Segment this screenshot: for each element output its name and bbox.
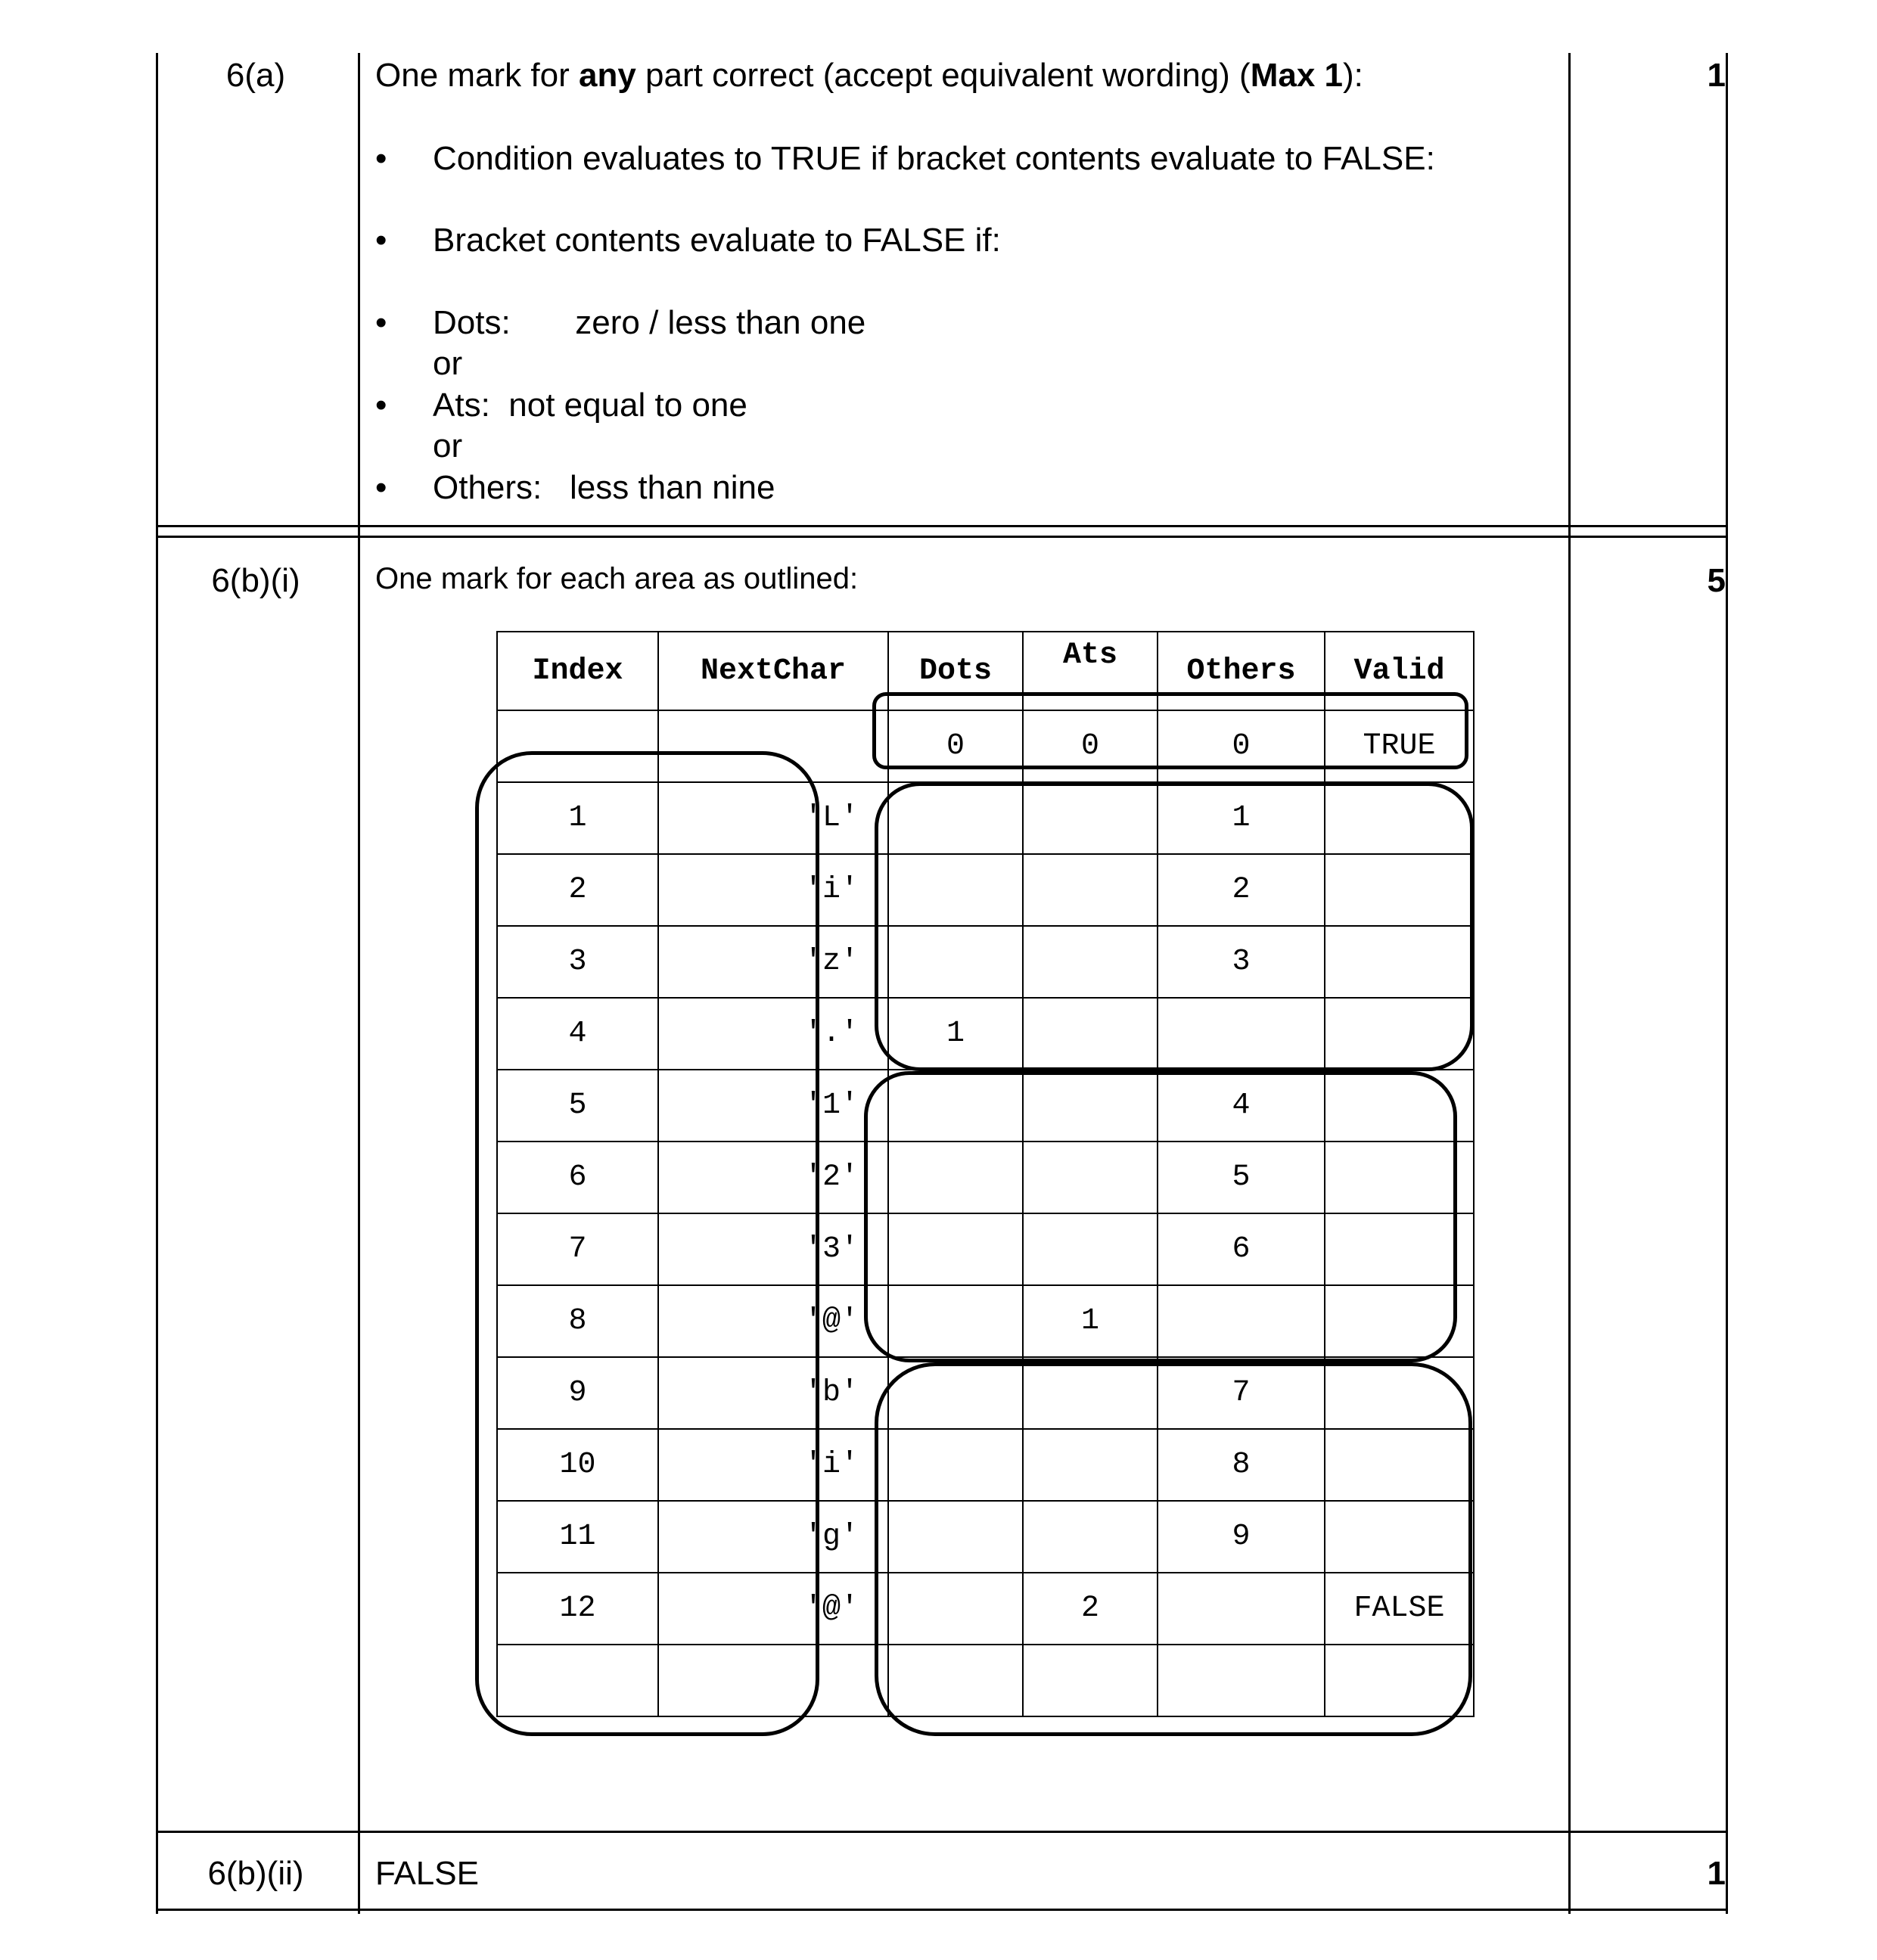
cell-valid (1325, 1285, 1474, 1357)
cell-ats (1023, 1357, 1158, 1429)
cell-others (1158, 1285, 1325, 1357)
cell-others: 6 (1158, 1213, 1325, 1285)
mark-scheme-intro (375, 57, 1363, 95)
table-row (497, 1357, 1474, 1429)
cell-ats (1023, 854, 1158, 926)
or-connector: or (433, 345, 463, 382)
cell-index: 7 (497, 1213, 658, 1285)
cell-valid (1325, 1357, 1474, 1429)
cell-ats (1023, 1429, 1158, 1501)
table-border-left (156, 53, 158, 1914)
cell-dots (888, 926, 1023, 998)
question-label-6a: 6(a) (225, 57, 286, 94)
trace-table (496, 631, 1475, 1717)
header-ats: Ats (1023, 632, 1158, 710)
cell-others: 2 (1158, 854, 1325, 926)
bullet-ats: Ats: not equal to one (433, 387, 747, 424)
cell-valid (1325, 1142, 1474, 1213)
cell-others: 9 (1158, 1501, 1325, 1573)
cell-nextchar: 'i' (658, 854, 888, 926)
bullet-bracket-contents: Bracket contents evaluate to FALSE if: (433, 222, 1001, 259)
cell-dots (888, 1213, 1023, 1285)
cell-others: 0 (1158, 710, 1325, 782)
table-row (497, 710, 1474, 782)
cell-nextchar: 'g' (658, 1501, 888, 1573)
cell-others (1158, 1573, 1325, 1645)
cell-valid (1325, 1070, 1474, 1142)
cell-nextchar: '3' (658, 1213, 888, 1285)
question-label-6bii: 6(b)(ii) (207, 1855, 304, 1892)
cell-dots (888, 1573, 1023, 1645)
trace-table-header-row (497, 632, 1474, 710)
intro-bold-any: any (578, 57, 636, 94)
cell-index (497, 1645, 658, 1716)
cell-ats (1023, 1501, 1158, 1573)
cell-ats (1023, 926, 1158, 998)
cell-valid (1325, 1501, 1474, 1573)
cell-nextchar: '@' (658, 1285, 888, 1357)
cell-others (1158, 998, 1325, 1070)
trace-table-intro: One mark for each area as outlined: (375, 562, 859, 595)
table-row (497, 1645, 1474, 1716)
bullet-dot: • (375, 387, 387, 424)
cell-index: 3 (497, 926, 658, 998)
cell-nextchar: 'L' (658, 782, 888, 854)
cell-others: 7 (1158, 1357, 1325, 1429)
table-row (497, 1501, 1474, 1573)
cell-dots (888, 1645, 1023, 1716)
header-valid: Valid (1325, 632, 1474, 710)
cell-dots: 0 (888, 710, 1023, 782)
cell-index: 11 (497, 1501, 658, 1573)
mark-6a: 1 (1707, 57, 1726, 94)
row-separator-double-bottom (156, 536, 1728, 538)
mark-6bii: 1 (1707, 1855, 1726, 1892)
intro-bold-max: Max 1 (1250, 57, 1344, 94)
bullet-condition: Condition evaluates to TRUE if bracket contents evaluate to FALSE: (433, 140, 1435, 177)
cell-ats: 2 (1023, 1573, 1158, 1645)
header-dots: Dots (888, 632, 1023, 710)
intro-prefix: One mark for (375, 57, 579, 94)
cell-dots (888, 1429, 1023, 1501)
cell-index: 1 (497, 782, 658, 854)
bullet-dot: • (375, 304, 387, 341)
answer-6bii: FALSE (375, 1855, 479, 1892)
table-row (497, 1285, 1474, 1357)
table-row (497, 1142, 1474, 1213)
cell-nextchar (658, 710, 888, 782)
cell-valid (1325, 998, 1474, 1070)
cell-index: 4 (497, 998, 658, 1070)
cell-index: 2 (497, 854, 658, 926)
bullet-dot: • (375, 469, 387, 506)
cell-valid (1325, 926, 1474, 998)
bullet-dot: • (375, 140, 387, 177)
cell-ats: 1 (1023, 1285, 1158, 1357)
bullet-dot: • (375, 222, 387, 259)
table-divider-mark (1568, 53, 1571, 1914)
intro-middle: part correct (accept equivalent wording) ( (636, 57, 1251, 94)
or-connector: or (433, 427, 463, 464)
cell-valid: FALSE (1325, 1573, 1474, 1645)
cell-nextchar (658, 1645, 888, 1716)
cell-nextchar: 'i' (658, 1429, 888, 1501)
cell-index (497, 710, 658, 782)
cell-dots (888, 1357, 1023, 1429)
cell-nextchar: 'b' (658, 1357, 888, 1429)
bullet-others: Others: less than nine (433, 469, 775, 506)
cell-dots (888, 1501, 1023, 1573)
cell-ats (1023, 1142, 1158, 1213)
cell-ats (1023, 1213, 1158, 1285)
cell-nextchar: '1' (658, 1070, 888, 1142)
table-row (497, 998, 1474, 1070)
table-border-right (1726, 53, 1728, 1914)
header-nextchar: NextChar (658, 632, 888, 710)
cell-index: 12 (497, 1573, 658, 1645)
cell-index: 9 (497, 1357, 658, 1429)
cell-dots (888, 1142, 1023, 1213)
cell-index: 8 (497, 1285, 658, 1357)
cell-others: 3 (1158, 926, 1325, 998)
cell-others: 8 (1158, 1429, 1325, 1501)
row-separator-double-top (156, 525, 1728, 527)
table-row (497, 1573, 1474, 1645)
cell-others: 5 (1158, 1142, 1325, 1213)
cell-nextchar: '2' (658, 1142, 888, 1213)
cell-valid (1325, 1429, 1474, 1501)
table-border-bottom (156, 1909, 1728, 1911)
cell-index: 5 (497, 1070, 658, 1142)
cell-ats (1023, 782, 1158, 854)
table-row (497, 1429, 1474, 1501)
cell-valid (1325, 1645, 1474, 1716)
cell-valid (1325, 1213, 1474, 1285)
cell-valid (1325, 782, 1474, 854)
header-others: Others (1158, 632, 1325, 710)
cell-ats (1023, 998, 1158, 1070)
table-row (497, 926, 1474, 998)
cell-dots (888, 1070, 1023, 1142)
question-label-6bi: 6(b)(i) (211, 562, 300, 599)
cell-valid (1325, 854, 1474, 926)
bullet-dots: Dots: zero / less than one (433, 304, 866, 341)
cell-index: 6 (497, 1142, 658, 1213)
mark-6bi: 5 (1707, 562, 1726, 599)
table-row (497, 782, 1474, 854)
cell-dots (888, 782, 1023, 854)
cell-valid: TRUE (1325, 710, 1474, 782)
cell-ats (1023, 1645, 1158, 1716)
table-row (497, 1213, 1474, 1285)
cell-ats: 0 (1023, 710, 1158, 782)
row-separator (156, 1831, 1728, 1833)
header-index: Index (497, 632, 658, 710)
table-row (497, 854, 1474, 926)
cell-dots: 1 (888, 998, 1023, 1070)
cell-others: 1 (1158, 782, 1325, 854)
cell-others (1158, 1645, 1325, 1716)
intro-suffix: ): (1343, 57, 1363, 94)
cell-dots (888, 854, 1023, 926)
cell-nextchar: 'z' (658, 926, 888, 998)
cell-dots (888, 1285, 1023, 1357)
table-divider-label (358, 53, 360, 1914)
cell-index: 10 (497, 1429, 658, 1501)
cell-ats (1023, 1070, 1158, 1142)
cell-nextchar: '.' (658, 998, 888, 1070)
cell-nextchar: '@' (658, 1573, 888, 1645)
table-row (497, 1070, 1474, 1142)
cell-others: 4 (1158, 1070, 1325, 1142)
